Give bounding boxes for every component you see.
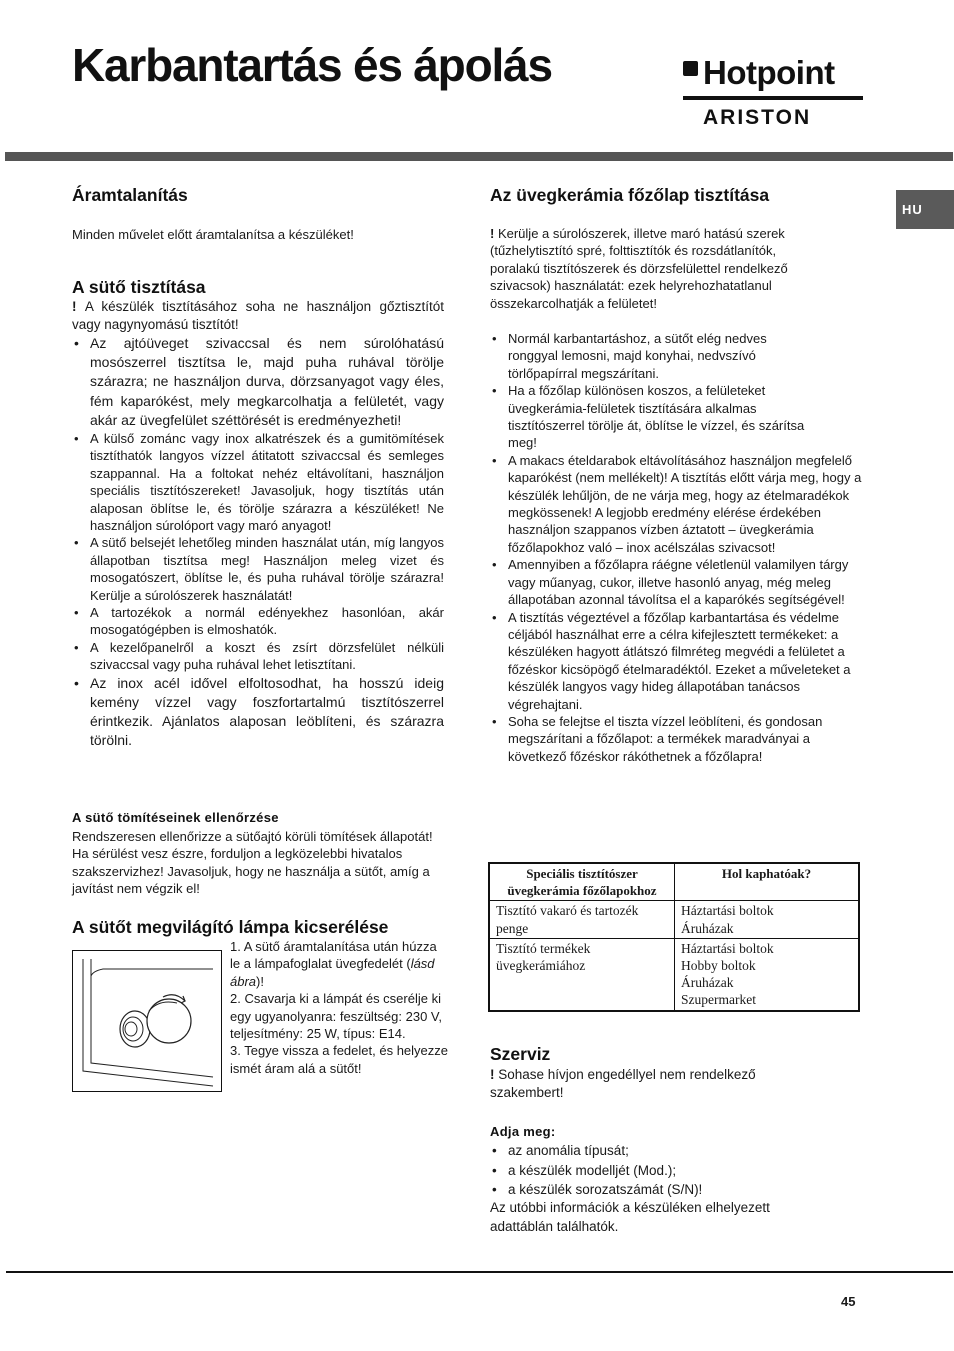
lampa-steps xyxy=(230,938,448,1077)
list-item: • Soha se felejtse el tiszta vízzel leöblíteni, és gondosan megszárítani a főzőlapot: a termékek maradványai a következő főzéskor rákóthetnek a főzőlapra! xyxy=(490,713,866,765)
uveg-heading: Az üvegkerámia főzőlap tisztítása xyxy=(490,185,770,205)
suto-list xyxy=(72,334,444,751)
tomites-heading: A sütő tömítéseinek ellenőrzése xyxy=(72,810,279,825)
lamp-illustration xyxy=(73,951,221,1091)
table-header-row xyxy=(489,863,859,901)
list-item: • Az ajtóüveget szivaccsal és nem súrolóhatású mosószerrel tisztítsa le, majd puha ruhával törölje szárazra; ne használjon durva, dörzsanyagot vagy éles, fém kaparókést, mely megkarcolhatja a felületét, vagy akár az üvegfelület széttörését is eredményezheti! xyxy=(72,334,444,430)
lampa-step-1: 1. A sütő áramtalanítása után húzza le a lámpafoglalat üvegfedelét (lásd ábra)! xyxy=(230,939,437,989)
cleaning-products-table xyxy=(488,862,860,1012)
aramtalanitas-heading: Áramtalanítás xyxy=(72,185,188,205)
table-cell-product: Tisztító termékek üvegkerámiához xyxy=(489,938,675,1010)
header-rule xyxy=(5,152,953,161)
lamp-figure xyxy=(72,950,222,1092)
list-item: • A kezelőpanelről a koszt és zsírt dörzsfelület nélküli szivaccsal vagy puha ruhával lehet letisztítani. xyxy=(72,639,444,674)
suto-heading: A sütő tisztítása xyxy=(72,277,206,297)
brand-logo xyxy=(683,56,863,132)
list-item: • A makacs ételdarabok eltávolításához használjon megfelelő kaparókést (nem mellékelt)! A tisztítás előtt várja meg, hogy a készülék lehűljön, de ne várja meg, hogy az ételmaradékok megkössenek! A legjobb eredmény elérése érdekében használjon szappanos vízben áztatott – üvegkerámia főzőlapokhoz való – inox acélszálas szivacsot! xyxy=(490,452,866,556)
list-item: • A sütő belsejét lehetőleg minden használat után, míg langyos állapotban tisztítsa meg! Használjon meleg vizet és mosogatószert, öblítse le, és puha ruhával törölje szárazra! Kerülje a súrolószerek használatát! xyxy=(72,534,444,604)
adja-meg-heading: Adja meg: xyxy=(490,1124,556,1139)
tomites-text: Rendszeresen ellenőrizze a sütőajtó körüli tömítések állapotát! Ha sérülést vesz észre, forduljon a legközelebbi hivatalos szakszervizhez! Javasoljuk, hogy ne használja a sütőt, amíg a javítást nem végzik el! xyxy=(72,829,433,897)
lampa-step-2: 2. Csavarja ki a lámpát és cserélje ki egy ugyanolyanra: feszültség: 230 V, teljesítmény: 25 W, típus: E14. xyxy=(230,991,442,1042)
table-cell-product: Tisztító vakaró és tartozék penge xyxy=(489,901,675,938)
page-number: 45 xyxy=(841,1294,856,1309)
table-header-product: Speciális tisztítószer üvegkerámia főzőlapokhoz xyxy=(489,863,675,901)
footer-rule xyxy=(6,1271,953,1273)
suto-warning: ! A készülék tisztításához soha ne használjon gőztisztítót vagy nagynyomású tisztítót! xyxy=(72,299,444,332)
list-item: • Amennyiben a főzőlapra ráégne véletlenül valamilyen tárgy vagy műanyag, cukor, illetve hasonló anyag, még meleg állapotában azonnal távolítsa el a kaparókés segítségével! xyxy=(490,556,866,608)
list-item: • Az inox acél idővel elfoltosodhat, ha hosszú ideig kemény vízzel vagy foszfortartalmú tisztítószerrel érintkezik. Ajánlatos alaposan leöblíteni, és szárazra törölni. xyxy=(72,674,444,751)
table-row xyxy=(489,938,859,1010)
szerviz-heading: Szerviz xyxy=(490,1044,551,1064)
brand-logo-icon xyxy=(683,61,698,76)
brand-sub: ARISTON xyxy=(703,106,812,129)
list-item: • Normál karbantartáshoz, a sütőt elég nedves ronggyal lemosni, majd konyhai, nedvszívó törlőpapírral megszárítani. xyxy=(490,330,866,382)
table-cell-where: Háztartási boltok Áruházak xyxy=(675,901,860,938)
page-title: Karbantartás és ápolás xyxy=(72,39,552,91)
table-header-where: Hol kaphatóak? xyxy=(675,863,860,901)
list-item: • A tisztítás végeztével a főzőlap karbantartása és védelme céljából használhat erre a célra kifejlesztett termékeket: a készüléken hagyott átlátszó filmréteg megvédi a felületet a főzéskor kicsöpögő ételmaradéktól. Ezeket a műveleteket a készülék langyos vagy hideg állapotában tanácsos végrehajtani. xyxy=(490,609,866,713)
szerviz-warning: ! Sohase hívjon engedéllyel nem rendelkező szakembert! xyxy=(490,1067,756,1100)
brand-divider xyxy=(683,96,863,100)
szerviz-footer-text: Az utóbbi információk a készüléken elhelyezett adattáblán találhatók. xyxy=(490,1200,770,1234)
list-item: • Ha a főzőlap különösen koszos, a felületeket üvegkerámia-felületek tisztítására alkalmas tisztítószerrel törölje át, öblítse le vízzel, és szárítsa meg! xyxy=(490,382,866,452)
uveg-list xyxy=(490,330,866,765)
table-cell-where: Háztartási boltok Hobby boltok Áruházak Szupermarket xyxy=(675,938,860,1010)
uveg-warning: ! Kerülje a súrolószerek, illetve maró hatású szerek (tűzhelytisztító spré, folttisztítók és rozsdátlanítók, poralakú tisztítószerek és dörzsfelülettel rendelkező szivacsok) használatát: ezek helyrehozhatatlanul összekarcolhatják a felületet! xyxy=(490,226,788,311)
lampa-heading: A sütőt megvilágító lámpa kicserélése xyxy=(72,917,389,937)
szerviz-list xyxy=(490,1141,862,1200)
lampa-step-3: 3. Tegye vissza a fedelet, és helyezze ismét áram alá a sütőt! xyxy=(230,1043,448,1076)
aramtalanitas-text: Minden művelet előtt áramtalanítsa a készüléket! xyxy=(72,227,354,242)
list-item: • A külső zománc vagy inox alkatrészek és a gumitömítések tisztíthatók langyos vízzel átitatott szivaccsal és semleges szappannal. Ha a foltokat nehéz eltávolítani, használjon speciális tisztítószereket! Javasoljuk, hogy tisztítás után alaposan öblítse le, és törölje szárazra a készüléket! Ne használjon súrolóport vagy maró anyagot! xyxy=(72,430,444,534)
list-item: • a készülék modelljét (Mod.); xyxy=(490,1161,862,1181)
table-row xyxy=(489,901,859,938)
list-item: • az anomália típusát; xyxy=(490,1141,862,1161)
list-item: • a készülék sorozatszámát (S/N)! xyxy=(490,1180,862,1200)
brand-name: Hotpoint xyxy=(703,54,835,91)
list-item: • A tartozékok a normál edényekhez hasonlóan, akár mosogatógépben is elmoshatók. xyxy=(72,604,444,639)
language-tab: HU xyxy=(896,190,954,229)
suto-section xyxy=(72,298,444,751)
